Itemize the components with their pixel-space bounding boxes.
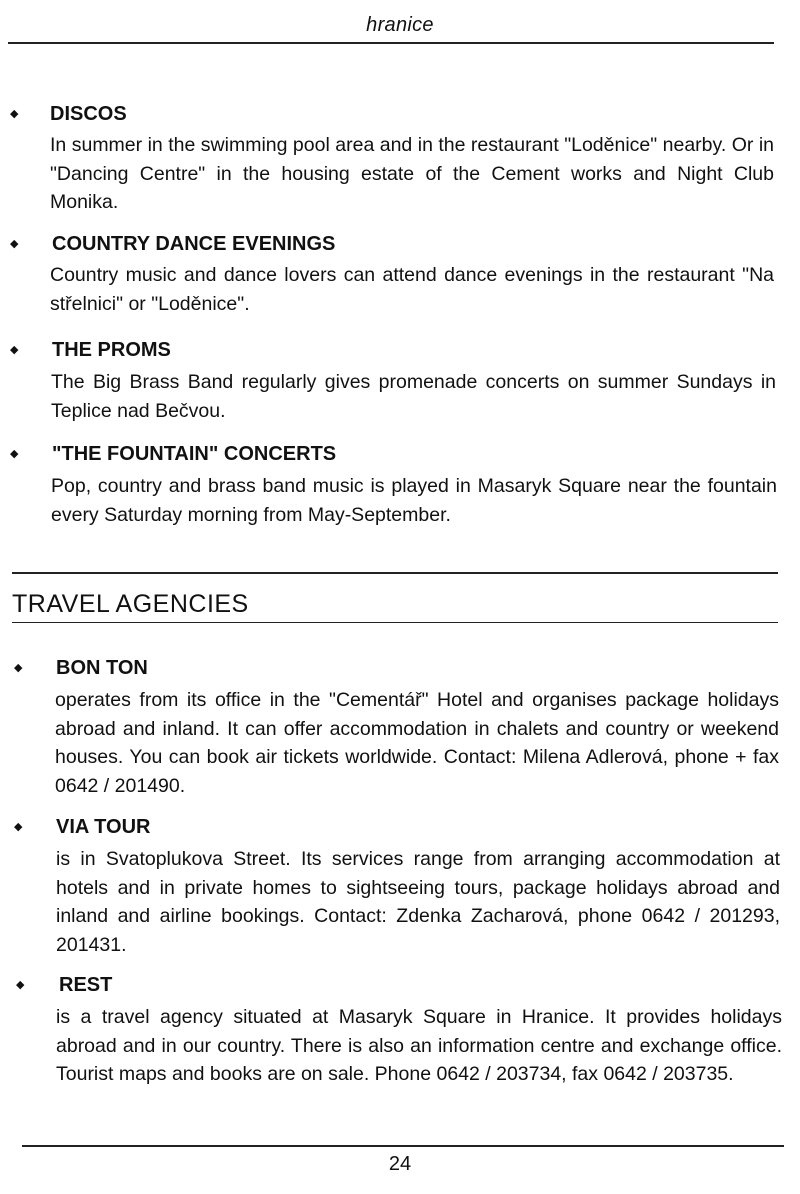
running-header: hranice (366, 14, 434, 36)
diamond-bullet-icon: ◆ (10, 238, 19, 250)
section-heading: TRAVEL AGENCIES (12, 590, 249, 618)
section-top-rule (12, 572, 778, 574)
entry-title: REST (59, 974, 113, 996)
diamond-bullet-icon: ◆ (10, 344, 19, 356)
entry-body: In summer in the swimming pool area and in the restaurant "Loděnice" nearby. Or in "Dancing Centre" in the housing estate of the Cement works and Night Club Monika. (50, 134, 774, 213)
section-heading-underline (12, 622, 778, 623)
entry-title: THE PROMS (52, 339, 171, 361)
entry-body: operates from its office in the "Cementář" Hotel and organises package holidays abroad and inland. It can offer accommodation in chalets and country or weekend houses. You can book air tickets worldwide. Contact: Milena Adlerová, phone + fax 0642 / 201490. (55, 689, 779, 797)
diamond-bullet-icon: ◆ (10, 448, 19, 460)
diamond-bullet-icon: ◆ (10, 108, 19, 120)
diamond-bullet-icon: ◆ (14, 662, 23, 674)
entry-body: is a travel agency situated at Masaryk Square in Hranice. It provides holidays abroad and in our country. There is also an information centre and exchange office. Tourist maps and books are on sale. Phone 0642 / 203734, fax 0642 / 203735. (56, 1006, 782, 1085)
footer-rule (22, 1145, 784, 1147)
page-number: 24 (388, 1153, 412, 1175)
entry-body: Pop, country and brass band music is played in Masaryk Square near the fountain every Saturday morning from May-September. (51, 475, 777, 526)
entry-body: is in Svatoplukova Street. Its services range from arranging accommodation at hotels and in private homes to sightseeing tours, package holidays abroad and inland and airline bookings. Contact: Zdenka Zacharová, phone 0642 / 201293, 201431. (56, 848, 780, 956)
header-rule (8, 42, 774, 44)
entry-title: VIA TOUR (56, 816, 151, 838)
entry-title: "THE FOUNTAIN" CONCERTS (52, 443, 337, 465)
entry-body: Country music and dance lovers can attend dance evenings in the restaurant "Na střelnici" or "Loděnice". (50, 264, 774, 315)
entry-body: The Big Brass Band regularly gives promenade concerts on summer Sundays in Teplice nad Bečvou. (51, 371, 776, 422)
entry-title: DISCOS (50, 103, 127, 125)
diamond-bullet-icon: ◆ (16, 979, 25, 991)
entry-title: BON TON (56, 657, 148, 679)
entry-title: COUNTRY DANCE EVENINGS (52, 233, 336, 255)
diamond-bullet-icon: ◆ (14, 821, 23, 833)
